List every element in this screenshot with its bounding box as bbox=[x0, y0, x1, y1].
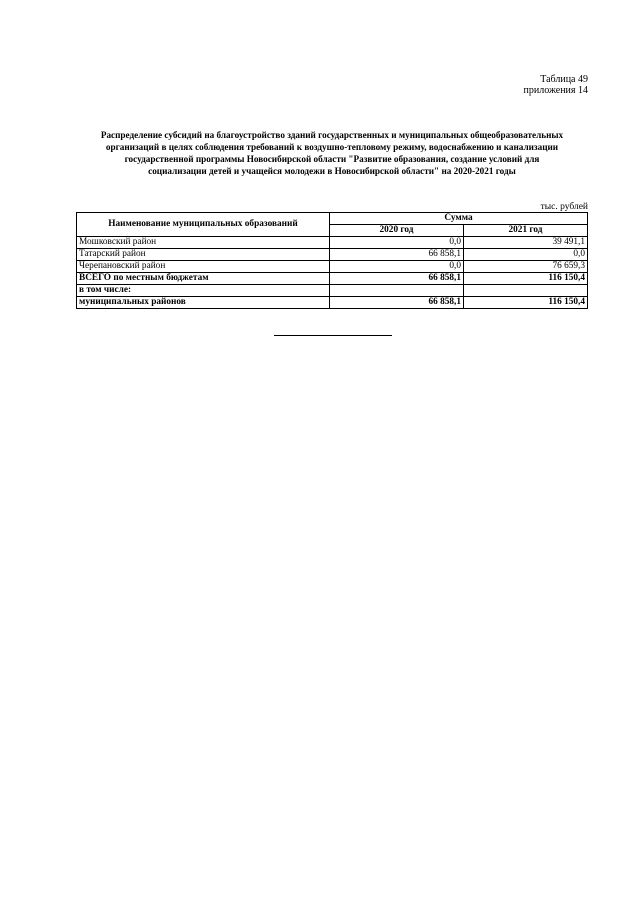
appendix-number: приложения 14 bbox=[523, 85, 588, 96]
row-value-2021 bbox=[464, 285, 588, 297]
row-value-2021: 39 491,1 bbox=[464, 237, 588, 249]
document-title bbox=[76, 129, 588, 177]
column-header-name: Наименование муниципальных образований bbox=[77, 213, 330, 237]
table-row-districts bbox=[77, 297, 588, 309]
table-row-total bbox=[77, 273, 588, 285]
row-name: Татарский район bbox=[77, 249, 330, 261]
title-line: государственной программы Новосибирской области "Развитие образования, создание условий для bbox=[124, 154, 540, 164]
column-header-2020: 2020 год bbox=[330, 225, 464, 237]
title-line: организаций в целях соблюдения требований к воздушно-тепловому режиму, водоснабжению и канализации bbox=[105, 142, 559, 152]
row-value-2021: 116 150,4 bbox=[464, 297, 588, 309]
table-row bbox=[77, 237, 588, 249]
row-value-2021: 0,0 bbox=[464, 249, 588, 261]
row-value-2021: 76 659,3 bbox=[464, 261, 588, 273]
table-number: Таблица 49 bbox=[540, 74, 588, 85]
title-line: социализации детей и учащейся молодежи в Новосибирской области" на 2020-2021 годы bbox=[148, 166, 516, 176]
column-header-sum: Сумма bbox=[330, 213, 588, 225]
column-header-2021: 2021 год bbox=[464, 225, 588, 237]
row-value-2021: 116 150,4 bbox=[464, 273, 588, 285]
row-value-2020 bbox=[330, 285, 464, 297]
row-value-2020: 66 858,1 bbox=[330, 297, 464, 309]
table-row bbox=[77, 249, 588, 261]
table-row bbox=[77, 261, 588, 273]
row-value-2020: 66 858,1 bbox=[330, 273, 464, 285]
row-value-2020: 66 858,1 bbox=[330, 249, 464, 261]
row-value-2020: 0,0 bbox=[330, 237, 464, 249]
title-line: Распределение субсидий на благоустройство зданий государственных и муниципальных общеобразовательных bbox=[100, 130, 564, 140]
row-name: ВСЕГО по местным бюджетам bbox=[77, 273, 330, 285]
table-header-row bbox=[77, 213, 588, 225]
row-name: муниципальных районов bbox=[77, 297, 330, 309]
table-row-including bbox=[77, 285, 588, 297]
table-reference bbox=[524, 74, 588, 96]
subsidy-table bbox=[76, 212, 588, 309]
separator-line bbox=[274, 335, 392, 336]
units-label: тыс. рублей bbox=[540, 202, 588, 212]
row-name: Мошковский район bbox=[77, 237, 330, 249]
row-name: Черепановский район bbox=[77, 261, 330, 273]
row-name: в том числе: bbox=[77, 285, 330, 297]
row-value-2020: 0,0 bbox=[330, 261, 464, 273]
